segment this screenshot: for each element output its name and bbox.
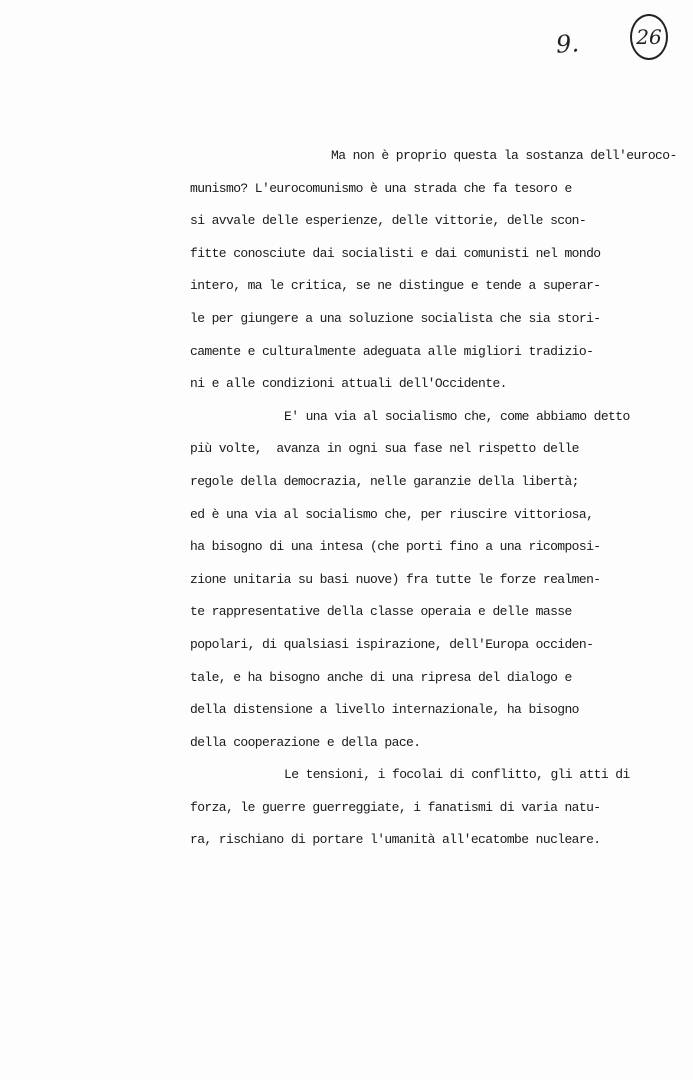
circled-sheet-number: 26: [630, 14, 668, 60]
text-line: Le tensioni, i focolai di conflitto, gli atti di: [284, 767, 630, 783]
text-line: regole della democrazia, nelle garanzie della libertà;: [190, 473, 579, 489]
text-line: ni e alle condizioni attuali dell'Occidente.: [190, 376, 507, 392]
handwritten-page-number: 9.: [555, 29, 580, 59]
text-line: E' una via al socialismo che, come abbiamo detto: [284, 408, 630, 424]
text-line: ra, rischiano di portare l'umanità all'ecatombe nucleare.: [190, 832, 601, 848]
text-line: zione unitaria su basi nuove) fra tutte le forze realmen-: [190, 571, 601, 587]
text-line: munismo? L'eurocomunismo è una strada che fa tesoro e: [190, 180, 572, 196]
text-line: ed è una via al socialismo che, per riuscire vittoriosa,: [190, 506, 594, 522]
text-line: tale, e ha bisogno anche di una ripresa del dialogo e: [190, 669, 572, 685]
text-line: forza, le guerre guerreggiate, i fanatismi di varia natu-: [190, 799, 601, 815]
text-line: le per giungere a una soluzione socialista che sia stori-: [190, 310, 601, 326]
text-line: Ma non è proprio questa la sostanza dell'euroco-: [331, 148, 677, 163]
text-line: della cooperazione e della pace.: [190, 734, 421, 750]
text-line: si avvale delle esperienze, delle vittorie, delle scon-: [190, 213, 587, 229]
text-line: fitte conosciute dai socialisti e dai comunisti nel mondo: [190, 245, 601, 261]
text-line: intero, ma le critica, se ne distingue e tende a superar-: [190, 278, 601, 294]
text-line: più volte, avanza in ogni sua fase nel rispetto delle: [190, 441, 579, 457]
text-line: te rappresentative della classe operaia e delle masse: [190, 604, 572, 620]
text-line: ha bisogno di una intesa (che porti fino a una ricomposi-: [190, 539, 601, 555]
typed-body-text: [190, 140, 677, 857]
text-line: popolari, di qualsiasi ispirazione, dell'Europa occiden-: [190, 636, 594, 652]
text-line: della distensione a livello internazionale, ha bisogno: [190, 702, 579, 718]
text-line: camente e culturalmente adeguata alle migliori tradizio-: [190, 343, 594, 359]
